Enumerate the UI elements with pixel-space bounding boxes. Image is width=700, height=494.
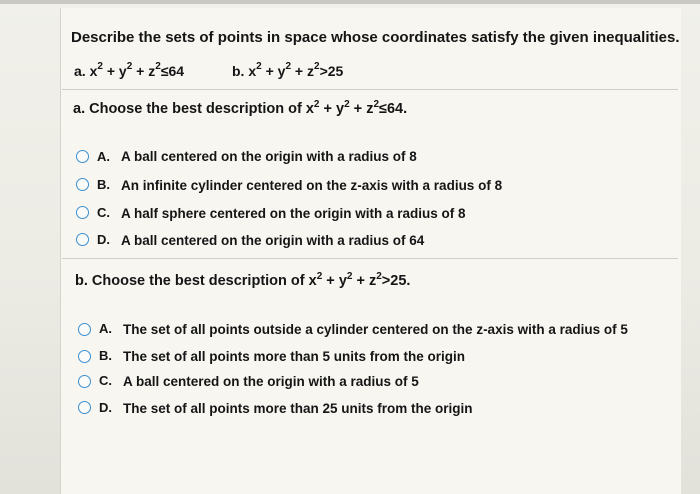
radio-button[interactable]: [78, 375, 91, 388]
plus: +: [261, 63, 278, 79]
exp: 2: [346, 271, 353, 282]
var-z: z: [368, 273, 377, 289]
part-a-prompt: [73, 101, 407, 117]
plus: +: [319, 101, 337, 117]
exp: 2: [126, 61, 133, 72]
radio-button[interactable]: [76, 150, 89, 163]
option-letter: A.: [97, 149, 110, 164]
option-text: The set of all points outside a cylinder centered on the z-axis with a radius of 5: [123, 322, 628, 337]
option-text: A ball centered on the origin with a radius of 64: [121, 233, 425, 248]
radio-button[interactable]: [78, 323, 91, 336]
option-letter: B.: [99, 348, 112, 363]
option-letter: D.: [99, 400, 112, 415]
plus: +: [349, 101, 367, 117]
radio-button[interactable]: [78, 401, 91, 414]
var-y: y: [118, 63, 127, 79]
divider: [62, 258, 678, 259]
var-y: y: [277, 63, 286, 79]
divider: [62, 89, 678, 90]
exp: 2: [376, 271, 382, 282]
plus: +: [291, 63, 307, 79]
option-text: A ball centered on the origin with a radius of 5: [123, 374, 419, 389]
var-z: z: [366, 101, 374, 117]
exp: 2: [285, 61, 292, 72]
option-letter: D.: [97, 232, 110, 247]
exp: 2: [97, 61, 103, 72]
option-letter: A.: [99, 321, 112, 336]
var-z: z: [148, 63, 156, 79]
prompt-text: b. Choose the best description of: [75, 273, 309, 289]
radio-button[interactable]: [78, 350, 91, 363]
part-b-prompt: [75, 273, 410, 289]
var-x: x: [89, 63, 98, 79]
plus: +: [322, 273, 339, 289]
var-y: y: [336, 101, 345, 117]
top-edge: [0, 0, 700, 4]
relation: ≤64.: [379, 101, 408, 117]
var-x: x: [305, 101, 314, 117]
question-panel: [60, 8, 681, 494]
prompt-text: a. Choose the best description of: [73, 101, 306, 117]
option-text: The set of all points more than 25 units from the origin: [123, 401, 473, 416]
inequality-a: [74, 63, 184, 79]
option-text: The set of all points more than 5 units from the origin: [123, 349, 466, 364]
var-x: x: [248, 63, 257, 79]
var-x: x: [308, 273, 317, 289]
option-text: A half sphere centered on the origin with a radius of 8: [121, 206, 466, 221]
part-a-label: a.: [74, 63, 86, 79]
relation: ≤64: [160, 63, 185, 79]
exp: 2: [314, 61, 320, 72]
var-y: y: [338, 273, 347, 289]
plus: +: [352, 273, 369, 289]
relation: >25: [319, 63, 344, 79]
plus: +: [132, 63, 149, 79]
exp: 2: [344, 99, 350, 110]
part-b-label: b.: [232, 63, 245, 79]
plus: +: [102, 63, 119, 79]
exp: 2: [256, 61, 262, 72]
relation: >25.: [381, 273, 411, 289]
exp: 2: [155, 61, 161, 72]
var-z: z: [307, 63, 314, 79]
option-letter: C.: [99, 373, 112, 388]
option-text: An infinite cylinder centered on the z-axis with a radius of 8: [121, 178, 503, 193]
radio-button[interactable]: [76, 178, 89, 191]
radio-button[interactable]: [76, 233, 89, 246]
option-text: A ball centered on the origin with a radius of 8: [121, 149, 417, 164]
question-prompt: Describe the sets of points in space whose coordinates satisfy the given inequalities.: [71, 29, 680, 46]
option-letter: B.: [97, 177, 110, 192]
exp: 2: [316, 271, 323, 282]
option-letter: C.: [97, 205, 110, 220]
inequality-b: [232, 63, 343, 79]
exp: 2: [313, 99, 320, 110]
radio-button[interactable]: [76, 206, 89, 219]
exp: 2: [373, 99, 379, 110]
